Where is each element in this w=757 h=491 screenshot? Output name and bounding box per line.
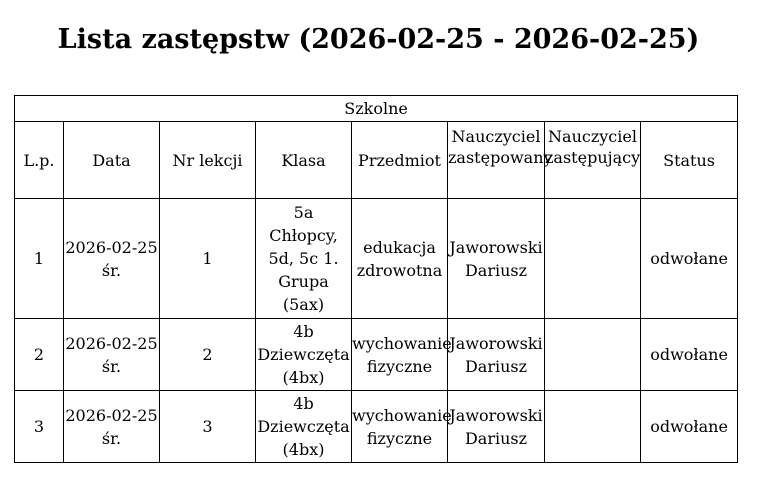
table-row xyxy=(15,391,738,463)
column-header-teacher-replacing-line1: Nauczyciel xyxy=(548,127,637,146)
cell-class-line: Dziewczęta xyxy=(257,345,350,364)
cell-date-weekday: śr. xyxy=(101,260,122,280)
column-header-lesson: Nr lekcji xyxy=(160,122,256,199)
cell-class-line: (4bx) xyxy=(282,368,325,387)
cell-teacher-firstname: Dariusz xyxy=(464,356,528,376)
cell-date xyxy=(64,319,160,391)
cell-class xyxy=(256,319,352,391)
cell-date xyxy=(64,391,160,463)
table-row xyxy=(15,319,738,391)
cell-lesson: 1 xyxy=(160,199,256,319)
cell-teacher-replacing xyxy=(545,391,641,463)
cell-status: odwołane xyxy=(641,199,738,319)
cell-teacher-replaced xyxy=(448,391,545,463)
cell-teacher-replaced xyxy=(448,319,545,391)
cell-date-value: 2026-02-25 xyxy=(65,333,158,353)
column-header-subject: Przedmiot xyxy=(352,122,448,199)
cell-teacher-replacing xyxy=(545,199,641,319)
cell-class xyxy=(256,391,352,463)
cell-subject-line: wychowanie xyxy=(352,405,452,425)
cell-lp: 1 xyxy=(15,199,64,319)
cell-subject-line: fizyczne xyxy=(366,356,433,376)
table-row xyxy=(15,199,738,319)
cell-teacher-replacing xyxy=(545,319,641,391)
cell-date-weekday: śr. xyxy=(101,428,122,448)
cell-teacher-surname: Jaworowski xyxy=(449,405,543,425)
cell-class-line: Chłopcy, xyxy=(269,226,338,245)
cell-subject-line: zdrowotna xyxy=(356,260,443,280)
cell-subject xyxy=(352,319,452,391)
cell-teacher-firstname: Dariusz xyxy=(464,260,528,280)
section-header: Szkolne xyxy=(15,96,738,122)
cell-class-line: (5ax) xyxy=(282,295,325,314)
cell-class-line: 4b xyxy=(293,394,314,413)
column-header-teacher-replacing-line2: zastępujący xyxy=(545,148,641,167)
column-header-teacher-replaced-line2: zastępowany xyxy=(448,148,553,167)
cell-teacher-surname: Jaworowski xyxy=(449,237,543,257)
column-header-date: Data xyxy=(64,122,160,199)
column-header-status: Status xyxy=(641,122,738,199)
cell-date-value: 2026-02-25 xyxy=(65,237,158,257)
cell-date-value: 2026-02-25 xyxy=(65,405,158,425)
cell-class-line: 5a xyxy=(293,203,314,222)
cell-lesson: 3 xyxy=(160,391,256,463)
cell-lp: 3 xyxy=(15,391,64,463)
cell-subject xyxy=(352,199,448,319)
column-header-teacher-replaced xyxy=(448,122,553,199)
column-header-class: Klasa xyxy=(256,122,352,199)
cell-date-weekday: śr. xyxy=(101,356,122,376)
cell-status: odwołane xyxy=(641,319,738,391)
cell-class-line: 4b xyxy=(293,322,314,341)
cell-subject xyxy=(352,391,452,463)
column-header-lp: L.p. xyxy=(15,122,64,199)
cell-lesson: 2 xyxy=(160,319,256,391)
cell-class-line: (4bx) xyxy=(282,440,325,459)
cell-subject-line: fizyczne xyxy=(366,428,433,448)
cell-class-line: Dziewczęta xyxy=(257,417,350,436)
page-title: Lista zastępstw (2026-02-25 - 2026-02-25) xyxy=(57,24,700,55)
cell-subject-line: edukacja xyxy=(363,237,436,257)
cell-subject-line: wychowanie xyxy=(352,333,452,353)
cell-date xyxy=(64,199,160,319)
cell-status: odwołane xyxy=(641,391,738,463)
cell-class-line: 5d, 5c 1. xyxy=(268,249,339,268)
cell-teacher-replaced xyxy=(448,199,545,319)
cell-class-line: Grupa xyxy=(278,272,329,291)
column-header-teacher-replacing xyxy=(545,122,641,199)
cell-class xyxy=(256,199,352,319)
cell-lp: 2 xyxy=(15,319,64,391)
cell-teacher-surname: Jaworowski xyxy=(449,333,543,353)
cell-teacher-firstname: Dariusz xyxy=(464,428,528,448)
column-header-teacher-replaced-line1: Nauczyciel xyxy=(451,127,541,146)
substitutions-table xyxy=(14,95,738,463)
